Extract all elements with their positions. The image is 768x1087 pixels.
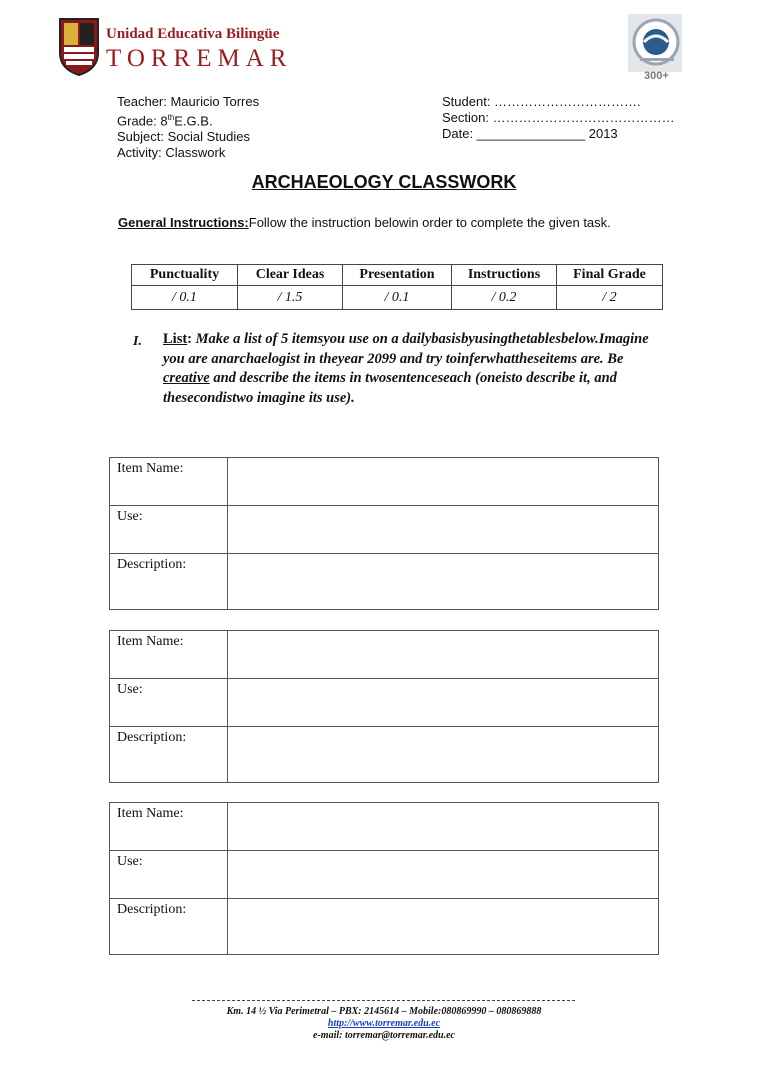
value-punctuality[interactable]: / 0.1	[132, 286, 238, 310]
student-field[interactable]: Student: …………………………….	[442, 94, 641, 109]
use-input[interactable]	[228, 679, 659, 727]
value-final-grade[interactable]: / 2	[557, 286, 663, 310]
description-label: Description:	[110, 554, 228, 610]
list-numeral: I.	[133, 334, 142, 349]
use-input[interactable]	[228, 851, 659, 899]
footer-address: Km. 14 ½ Via Perimetral – PBX: 2145614 – Mobile:080869990 – 080869888	[226, 1006, 542, 1017]
item-name-label: Item Name:	[110, 803, 228, 851]
item-table-1	[109, 457, 659, 610]
header-punctuality: Punctuality	[132, 265, 238, 286]
description-label: Description:	[110, 727, 228, 783]
general-instructions	[118, 214, 678, 231]
grade-value-row	[132, 286, 663, 310]
school-crest-icon	[58, 17, 100, 77]
header-clear-ideas: Clear Ideas	[238, 265, 343, 286]
section-field[interactable]: Section: ……………………………………	[442, 110, 675, 125]
school-name: Unidad Educativa Bilingüe	[106, 26, 280, 42]
info-left	[117, 94, 259, 161]
footer-email[interactable]: e-mail: torremar@torremar.edu.ec	[313, 1030, 455, 1041]
list-colon: :	[187, 331, 193, 347]
list-text-2: and describe the items in twosentenceseach (oneisto describe it, and thesecondistwo imagine its use).	[163, 370, 617, 406]
item-name-label: Item Name:	[110, 631, 228, 679]
description-input[interactable]	[228, 727, 659, 783]
grade-suffix: E.G.B.	[174, 113, 213, 129]
date-field[interactable]: Date: _______________ 2013	[442, 126, 618, 141]
item-name-row	[110, 803, 659, 851]
use-label: Use:	[110, 851, 228, 899]
use-row	[110, 679, 659, 727]
use-label: Use:	[110, 506, 228, 554]
badge-text: 300+	[644, 70, 669, 82]
footer-website-link[interactable]: http://www.torremar.edu.ec	[327, 1018, 441, 1029]
activity-line: Activity: Classwork	[117, 145, 226, 161]
grade-prefix: Grade: 8	[117, 113, 168, 129]
description-row	[110, 554, 659, 610]
use-row	[110, 851, 659, 899]
grade-line	[117, 110, 259, 129]
item-table-2	[109, 630, 659, 783]
description-row	[110, 899, 659, 955]
grade-table	[131, 264, 663, 310]
item-name-row	[110, 458, 659, 506]
item-name-row	[110, 631, 659, 679]
value-clear-ideas[interactable]: / 1.5	[238, 286, 343, 310]
header-presentation: Presentation	[343, 265, 452, 286]
use-row	[110, 506, 659, 554]
subject-line: Subject: Social Studies	[117, 129, 250, 145]
list-text-1: Make a list of 5 itemsyou use on a dailybasisbyusingthetablesbelow.Imagine you are anarchaelogist in theyear 2099 and try toinferwhattheseitems are. Be	[163, 331, 649, 367]
description-row	[110, 727, 659, 783]
footer-website-wrap	[0, 1018, 768, 1030]
page-title: ARCHAEOLOGY CLASSWORK	[251, 172, 517, 192]
item-name-input[interactable]	[228, 803, 659, 851]
instructions-label: General Instructions:	[118, 215, 249, 230]
footer-divider	[192, 1000, 575, 1001]
instructions-text: Follow the instruction belowin order to complete the given task.	[248, 215, 611, 230]
teacher-line: Teacher: Mauricio Torres	[117, 94, 260, 109]
item-name-input[interactable]	[228, 458, 659, 506]
school-logo	[58, 17, 293, 79]
info-right	[442, 94, 675, 142]
description-label: Description:	[110, 899, 228, 955]
item-name-input[interactable]	[228, 631, 659, 679]
description-input[interactable]	[228, 899, 659, 955]
value-instructions[interactable]: / 0.2	[452, 286, 557, 310]
list-creative: creative	[163, 370, 210, 386]
use-input[interactable]	[228, 506, 659, 554]
header-instructions: Instructions	[452, 265, 557, 286]
value-presentation[interactable]: / 0.1	[343, 286, 452, 310]
grade-header-row	[132, 265, 663, 286]
grade-sup: th	[167, 113, 175, 122]
school-brand: TORREMAR	[106, 45, 293, 72]
list-label: List	[163, 331, 188, 347]
item-table-3	[109, 802, 659, 955]
use-label: Use:	[110, 679, 228, 727]
description-input[interactable]	[228, 554, 659, 610]
item-name-label: Item Name:	[110, 458, 228, 506]
header-final-grade: Final Grade	[557, 265, 663, 286]
list-instruction	[163, 330, 653, 408]
